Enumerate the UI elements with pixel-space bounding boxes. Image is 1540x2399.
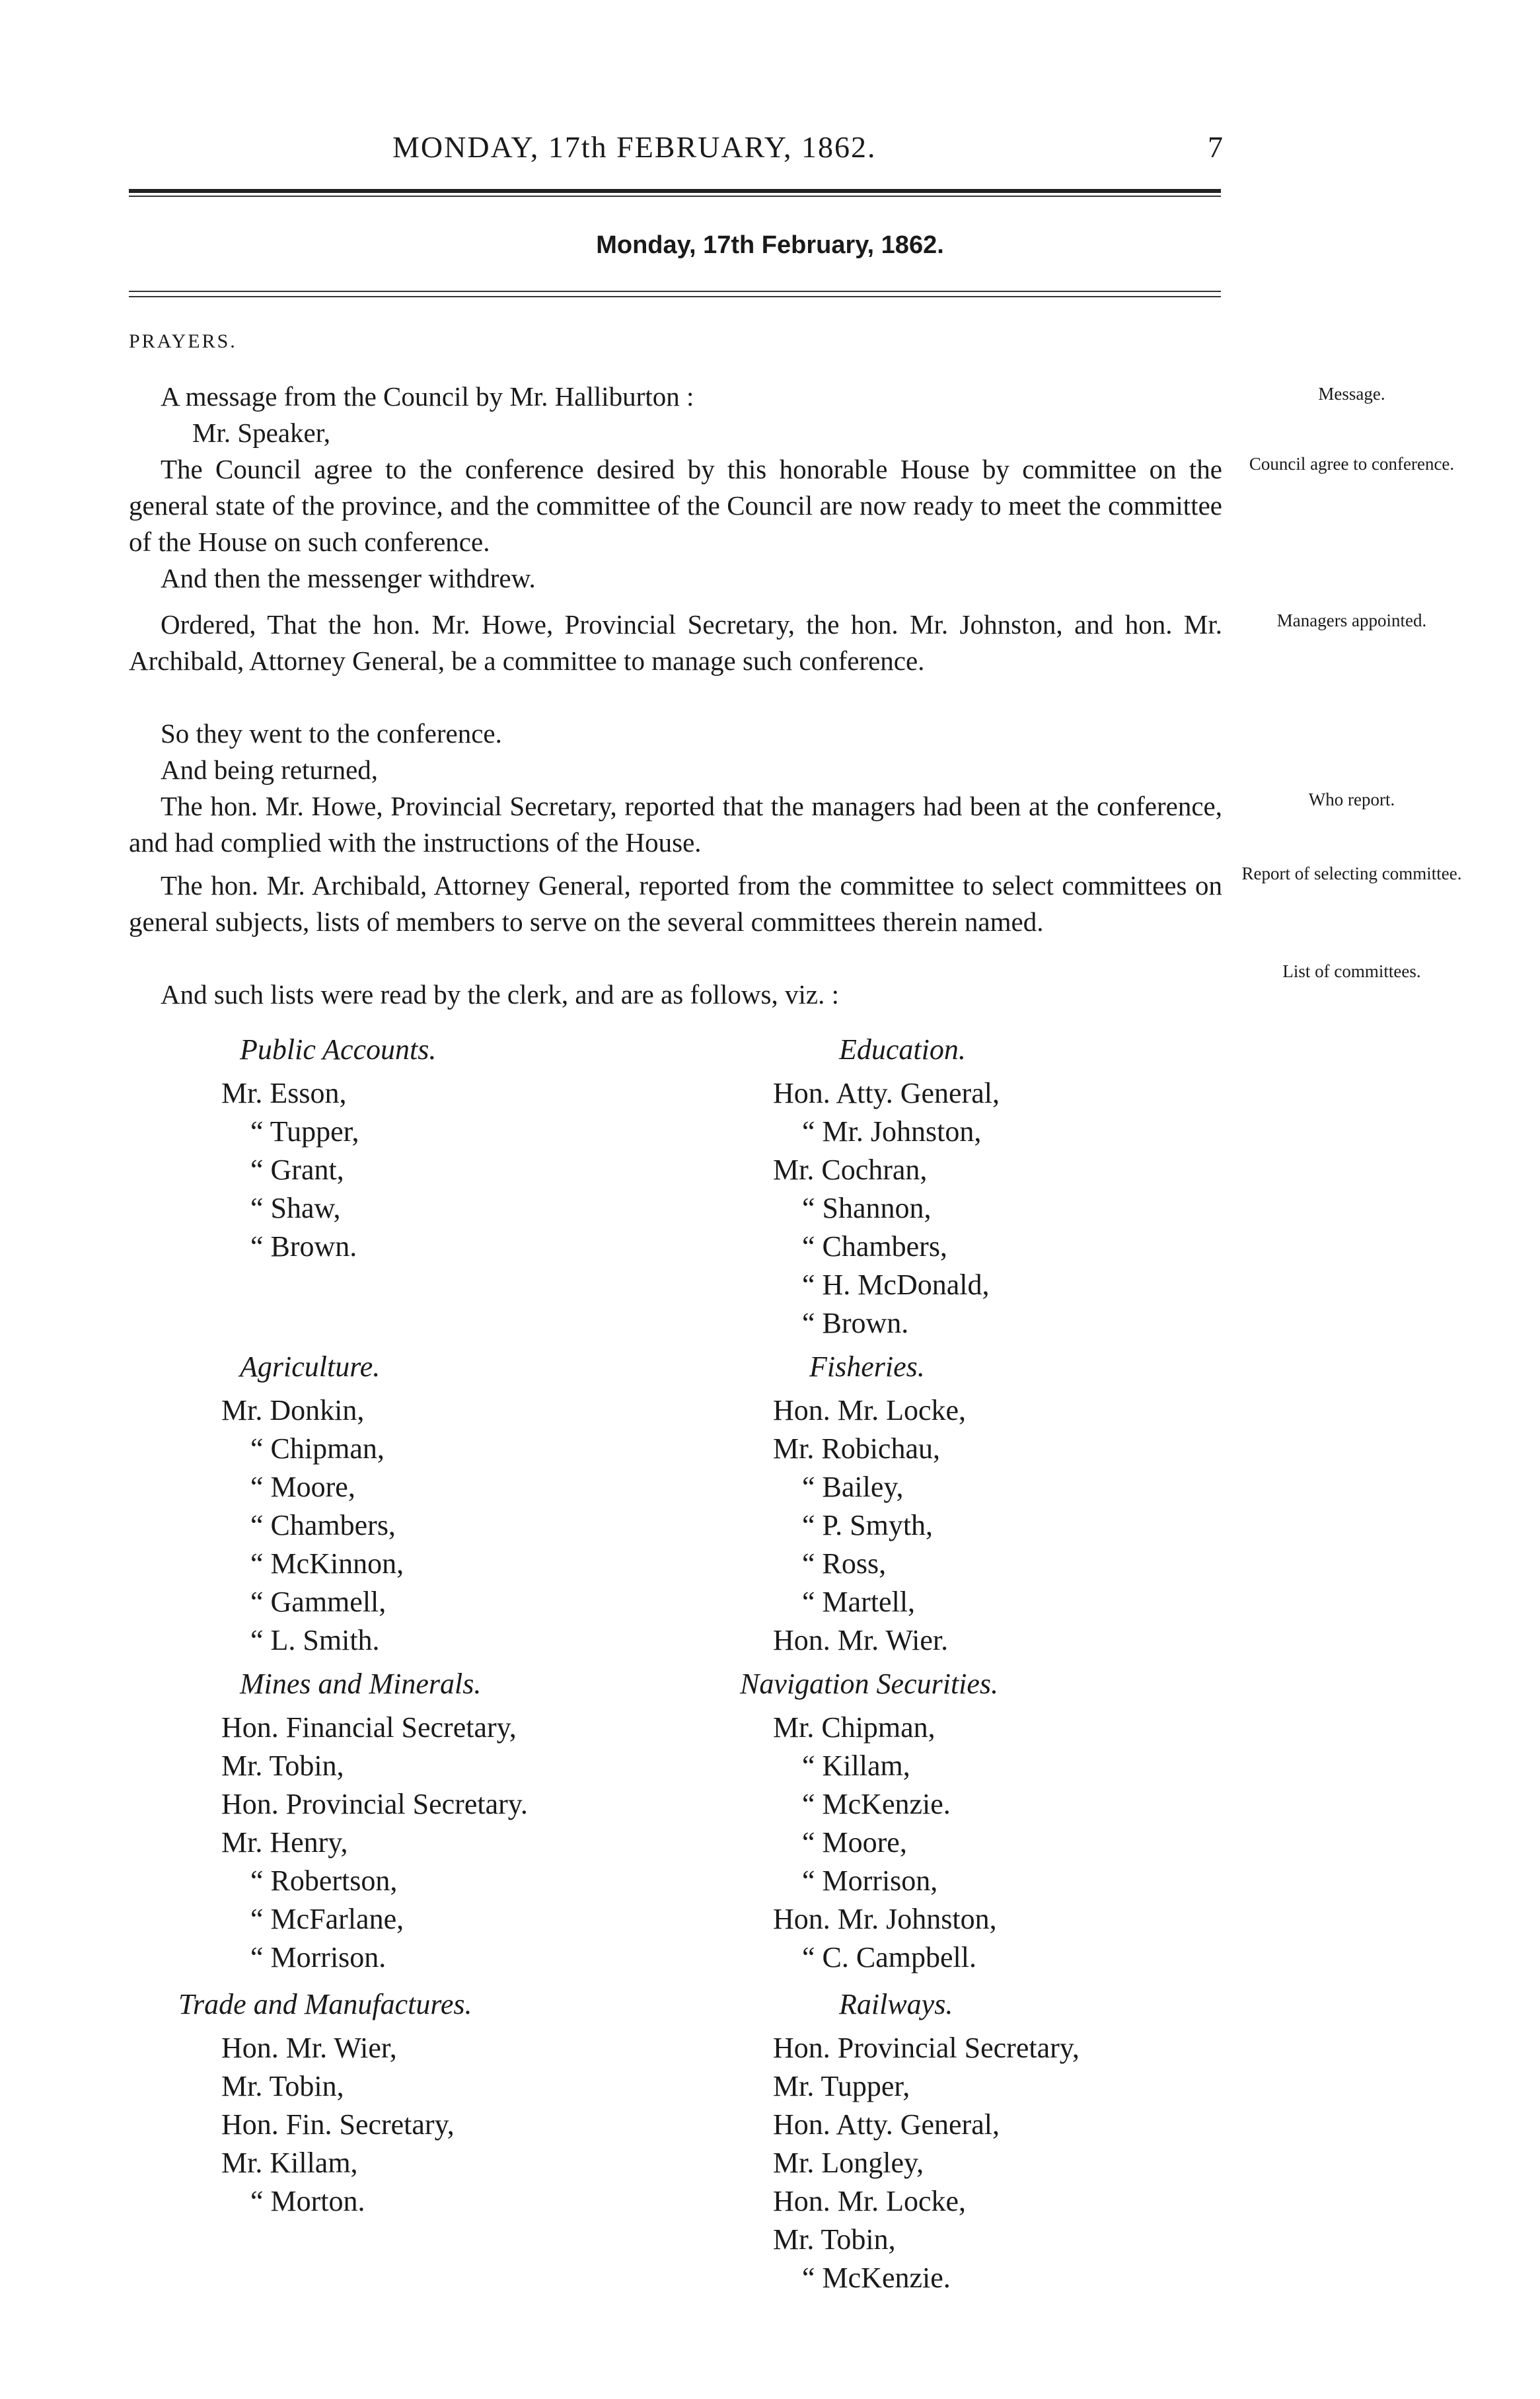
committee-member: Mr. Longley, (773, 2147, 924, 2179)
committee-member: Mr. Chipman, (773, 1711, 935, 1744)
paragraph-ordered: Ordered, That the hon. Mr. Howe, Provincial Secretary, the hon. Mr. Johnston, and hon. Mr. Archibald, Attorney General, be a committee to manage such conference. (129, 609, 1222, 676)
committee-member: Mr. Killam, (221, 2147, 358, 2179)
committee-member: Mr. Donkin, (221, 1394, 365, 1426)
header-rule-thin (129, 196, 1221, 197)
date-heading: Monday, 17th February, 1862. (596, 231, 944, 259)
committee-member: Mr. Robichau, (773, 1432, 940, 1465)
committee-member: “ L. Smith. (250, 1624, 380, 1656)
committee-member: Hon. Mr. Johnston, (773, 1903, 997, 1935)
committee-member: “ Martell, (802, 1586, 916, 1618)
header-rule (129, 189, 1221, 193)
committee-member: “ Morrison, (802, 1864, 938, 1897)
margin-note-managers: Managers appointed. (1276, 610, 1427, 630)
date-rule-bottom (129, 296, 1221, 297)
committee-heading: Trade and Manufactures. (178, 1988, 472, 2020)
committee-member: “ Moore, (250, 1471, 355, 1503)
committee-member: “ McFarlane, (250, 1903, 404, 1935)
committee-member: Mr. Henry, (221, 1826, 348, 1859)
committee-member: “ McKenzie. (802, 2262, 951, 2294)
committee-member: “ McKinnon, (250, 1547, 404, 1580)
committee-heading: Public Accounts. (240, 1033, 437, 1066)
committee-member: “ C. Campbell. (802, 1941, 976, 1974)
paragraph-went: So they went to the conference. (161, 718, 502, 749)
paragraph-message: A message from the Council by Mr. Halliburton : (161, 381, 694, 412)
committee-member: Hon. Atty. General, (773, 2108, 1000, 2141)
paragraph-council-agree: The Council agree to the conference desired by this honorable House by committee on the general state of the province, and the committee of the Council are now ready to meet the committee of the House on such conference. (129, 454, 1222, 557)
committee-member: Hon. Provincial Secretary. (221, 1788, 528, 1820)
committee-member: “ Ross, (802, 1547, 887, 1580)
committee-heading: Navigation Securities. (740, 1668, 999, 1700)
margin-note-who-report: Who report. (1308, 790, 1395, 809)
committee-trade-manufactures (178, 1985, 472, 2221)
committee-member: “ Robertson, (250, 1864, 398, 1897)
committee-heading: Education. (839, 1033, 966, 1066)
margin-note-message: Message. (1318, 384, 1385, 404)
committee-member: Hon. Atty. General, (773, 1077, 1000, 1109)
committee-member: “ Morrison. (250, 1941, 386, 1974)
committee-member: “ McKenzie. (802, 1788, 951, 1820)
committee-public-accounts (221, 1031, 436, 1266)
committee-member: Mr. Esson, (221, 1077, 347, 1109)
committee-member: “ Brown. (802, 1307, 909, 1339)
paragraph-report-howe: The hon. Mr. Howe, Provincial Secretary, reported that the managers had been at the conference, and had complied with the instructions of the House. (129, 791, 1222, 858)
page-number: 7 (1208, 130, 1223, 164)
paragraph-lists-read: And such lists were read by the clerk, and are as follows, viz. : (161, 979, 839, 1010)
committee-member: “ Shannon, (802, 1192, 932, 1224)
committee-member: Hon. Financial Secretary, (221, 1711, 517, 1744)
committee-member: “ Brown. (250, 1230, 357, 1263)
committee-member: Mr. Tobin, (221, 2070, 344, 2102)
committee-member: Hon. Provincial Secretary, (773, 2032, 1080, 2064)
margin-note-list: List of committees. (1282, 961, 1421, 981)
committee-member: “ Tupper, (250, 1115, 359, 1148)
committee-member: “ Moore, (802, 1826, 907, 1859)
committee-railways (773, 1985, 1080, 2297)
committee-member: “ Chambers, (802, 1230, 947, 1263)
paragraph-speaker: Mr. Speaker, (192, 418, 331, 448)
committee-member: “ Chipman, (250, 1432, 385, 1465)
margin-note-selecting: Report of selecting committee. (1241, 864, 1462, 883)
paragraph-returned: And being returned, (161, 755, 379, 785)
committee-member: “ H. McDonald, (802, 1269, 990, 1301)
committee-member: Mr. Tupper, (773, 2070, 910, 2102)
committee-member: Mr. Tobin, (221, 1750, 344, 1782)
committee-member: Hon. Fin. Secretary, (221, 2108, 455, 2141)
committee-member: “ Shaw, (250, 1192, 341, 1224)
committee-heading: Agriculture. (240, 1350, 381, 1383)
committee-member: “ Morton. (250, 2185, 365, 2217)
committee-mines-minerals (221, 1665, 528, 1977)
committee-fisheries (773, 1348, 966, 1660)
committee-member: “ Gammell, (250, 1586, 386, 1618)
date-rule-top (129, 291, 1221, 292)
committee-navigation-securities (740, 1665, 998, 1977)
committee-member: Mr. Cochran, (773, 1154, 928, 1186)
prayers-heading: PRAYERS. (129, 330, 237, 352)
committee-member: “ Bailey, (802, 1471, 904, 1503)
committee-member: “ P. Smyth, (802, 1509, 934, 1541)
committee-member: Mr. Tobin, (773, 2223, 896, 2256)
committee-member: “ Grant, (250, 1154, 344, 1186)
committee-member: Hon. Mr. Wier. (773, 1624, 949, 1656)
committee-member: Hon. Mr. Locke, (773, 1394, 967, 1426)
committee-heading: Railways. (839, 1988, 953, 2020)
committee-member: “ Mr. Johnston, (802, 1115, 982, 1148)
paragraph-withdrew: And then the messenger withdrew. (161, 563, 536, 593)
committee-member: “ Chambers, (250, 1509, 396, 1541)
committee-member: Hon. Mr. Wier, (221, 2032, 397, 2064)
paragraph-report-archibald: The hon. Mr. Archibald, Attorney General, reported from the committee to select committees on general subjects, lists of members to serve on the several committees therein named. (129, 870, 1222, 937)
committee-heading: Fisheries. (809, 1350, 925, 1383)
committee-education (773, 1031, 1000, 1343)
committee-member: Hon. Mr. Locke, (773, 2185, 967, 2217)
committee-member: “ Killam, (802, 1750, 910, 1782)
committee-agriculture (221, 1348, 404, 1660)
margin-note-council-agree: Council agree to conference. (1249, 454, 1455, 474)
committee-heading: Mines and Minerals. (240, 1668, 482, 1700)
running-title: MONDAY, 17th FEBRUARY, 1862. (392, 130, 877, 164)
